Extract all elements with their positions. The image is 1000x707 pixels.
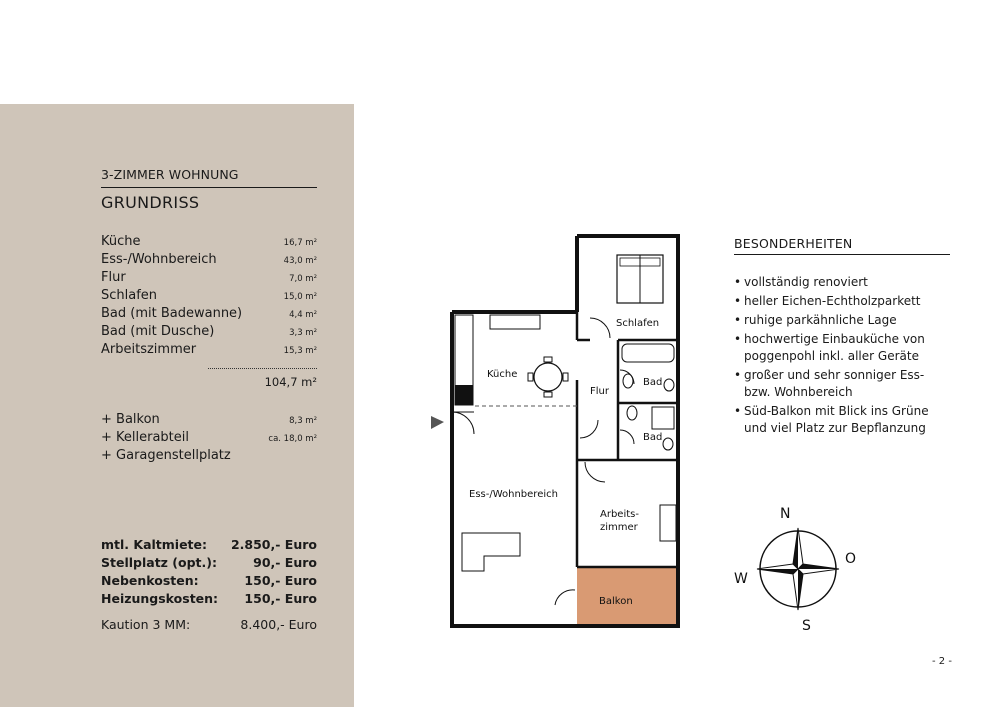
price-label: Nebenkosten:: [101, 573, 199, 588]
room-label-kueche: Küche: [487, 369, 518, 380]
extra-area: 8,3 m²: [289, 416, 317, 426]
room-row: [101, 306, 317, 324]
room-area: 3,3 m²: [289, 328, 317, 338]
entry-arrow: [431, 416, 444, 429]
sofa: [462, 533, 520, 571]
page-number: - 2 -: [932, 656, 952, 667]
room-label-arbeits-2: zimmer: [600, 522, 638, 533]
room-label: Bad (mit Dusche): [101, 324, 215, 339]
bathtub: [622, 344, 674, 362]
divider: [101, 187, 317, 188]
page-title: GRUNDRISS: [101, 193, 200, 212]
bullet-icon: •: [734, 275, 742, 289]
room-label: Arbeitszimmer: [101, 342, 197, 357]
room-label: Schlafen: [101, 288, 158, 303]
compass-icon: [730, 500, 870, 640]
features-list: [734, 274, 954, 439]
feature-item: [734, 403, 954, 437]
price-label: Heizungskosten:: [101, 591, 219, 606]
room-row: [101, 324, 317, 342]
extra-label: + Balkon: [101, 412, 160, 427]
room-label: Flur: [101, 270, 126, 285]
bullet-icon: •: [734, 404, 742, 418]
room-label-wohn: Ess-/Wohnbereich: [469, 489, 558, 500]
compass-east: O: [845, 551, 857, 567]
sink: [663, 438, 673, 450]
price-row: [101, 591, 317, 609]
feature-item: [734, 331, 954, 365]
extra-area: ca. 18,0 m²: [268, 434, 317, 444]
dining-table: [534, 363, 562, 391]
price-value: 90,- Euro: [253, 555, 317, 570]
room-area: 7,0 m²: [289, 274, 317, 284]
room-label-arbeits-1: Arbeits-: [600, 509, 639, 520]
extra-row: [101, 448, 317, 466]
room-row: [101, 234, 317, 252]
room-label-schlafen: Schlafen: [616, 318, 660, 329]
price-label: Stellplatz (opt.):: [101, 555, 217, 570]
feature-item: [734, 312, 954, 329]
compass-west: W: [734, 571, 748, 587]
room-label-flur: Flur: [590, 386, 609, 397]
feature-text: heller Eichen-Echtholzparkett: [744, 294, 921, 308]
bullet-icon: •: [734, 368, 742, 382]
total-area: 104,7 m²: [264, 375, 317, 389]
price-value: 150,- Euro: [244, 573, 317, 588]
bullet-icon: •: [734, 313, 742, 327]
feature-text: Süd-Balkon mit Blick ins Grüne und viel Platz zur Bepflanzung: [744, 404, 929, 435]
room-row: [101, 252, 317, 270]
apartment-type: 3-ZIMMER WOHNUNG: [101, 167, 239, 182]
room-area: 15,0 m²: [283, 292, 317, 302]
compass-north: N: [780, 506, 791, 522]
room-area: 4,4 m²: [289, 310, 317, 320]
room-label: Bad (mit Badewanne): [101, 306, 243, 321]
price-list: [101, 537, 317, 609]
features-title: BESONDERHEITEN: [734, 236, 853, 251]
room-row: [101, 342, 317, 360]
deposit-value: 8.400,- Euro: [240, 617, 317, 632]
divider: [734, 254, 950, 255]
compass-south: S: [802, 618, 811, 634]
room-area: 16,7 m²: [283, 238, 317, 248]
price-row: [101, 555, 317, 573]
extra-row: [101, 430, 317, 448]
sum-divider: [208, 368, 317, 369]
room-area: 43,0 m²: [283, 256, 317, 266]
toilet: [627, 406, 637, 420]
price-value: 2.850,- Euro: [230, 537, 317, 552]
bullet-icon: •: [734, 332, 742, 346]
feature-item: [734, 274, 954, 291]
feature-item: [734, 367, 954, 401]
extras-list: [101, 412, 317, 466]
extra-label: + Kellerabteil: [101, 430, 190, 445]
feature-text: hochwertige Einbauküche von poggenpohl inkl. aller Geräte: [744, 332, 925, 363]
desk: [660, 505, 676, 541]
room-label-bad-wanne: Bad: [643, 377, 663, 388]
room-label: Ess-/Wohnbereich: [101, 252, 217, 267]
floor-plan: [425, 230, 690, 632]
room-row: [101, 288, 317, 306]
sink: [664, 379, 674, 391]
deposit-row: [101, 617, 317, 632]
feature-item: [734, 293, 954, 310]
stove: [455, 385, 473, 405]
price-value: 150,- Euro: [244, 591, 317, 606]
shower: [652, 407, 674, 429]
feature-text: großer und sehr sonniger Ess- bzw. Wohnbereich: [744, 368, 925, 399]
room-row: [101, 270, 317, 288]
kitchen-shelf: [490, 315, 540, 329]
extra-row: [101, 412, 317, 430]
price-row: [101, 573, 317, 591]
room-label-balkon: Balkon: [599, 596, 633, 607]
room-label-bad-dusche: Bad: [643, 432, 663, 443]
bullet-icon: •: [734, 294, 742, 308]
price-label: mtl. Kaltmiete:: [101, 537, 208, 552]
deposit-label: Kaution 3 MM:: [101, 617, 191, 632]
extra-label: + Garagenstellplatz: [101, 448, 231, 463]
room-area: 15,3 m²: [283, 346, 317, 356]
feature-text: vollständig renoviert: [744, 275, 868, 289]
room-list: [101, 234, 317, 360]
price-row: [101, 537, 317, 555]
room-label: Küche: [101, 234, 141, 249]
feature-text: ruhige parkähnliche Lage: [744, 313, 897, 327]
